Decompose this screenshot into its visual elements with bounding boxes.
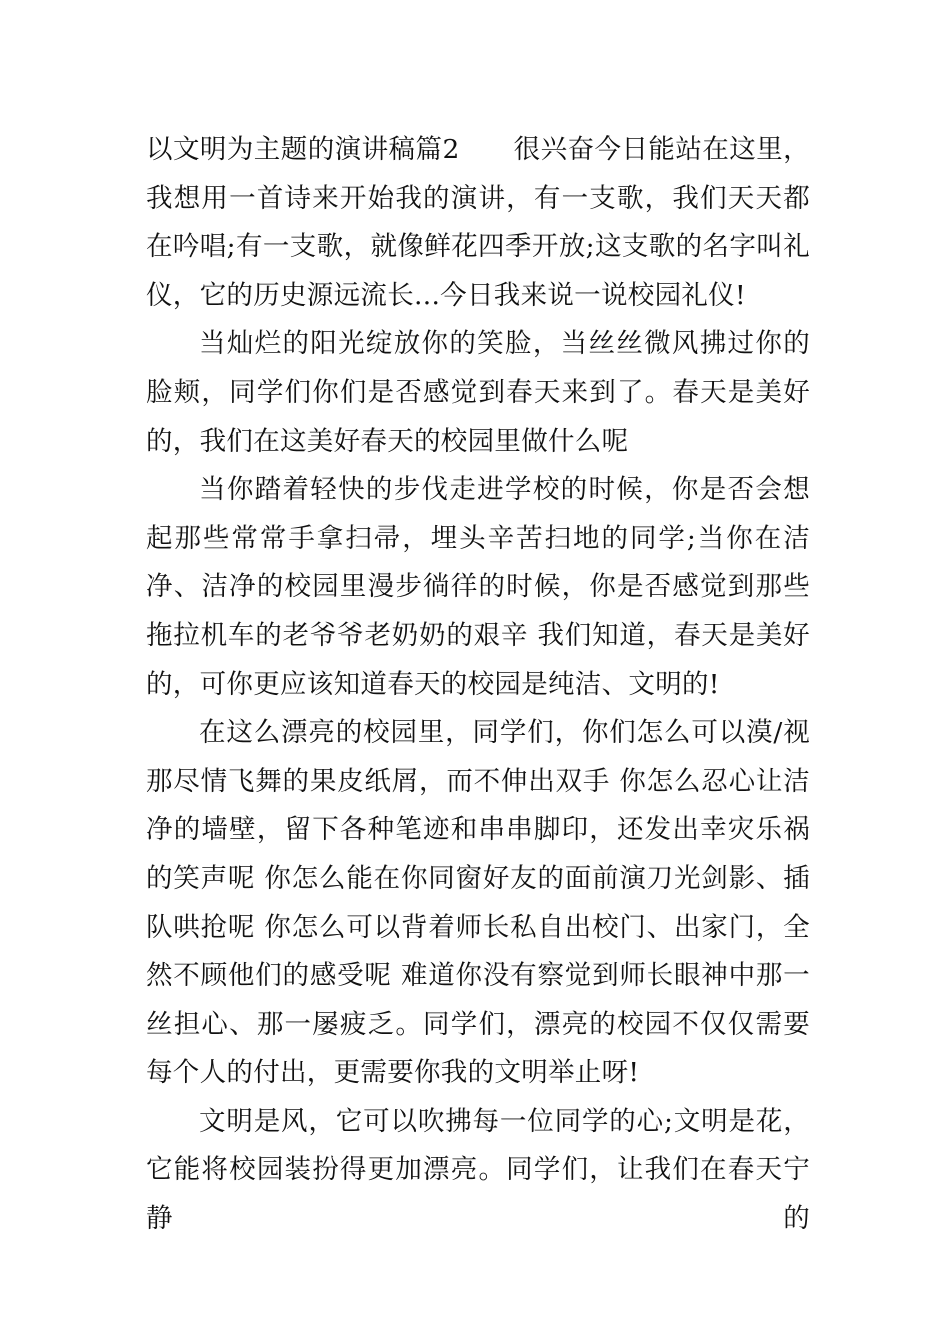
paragraph-3: 当你踏着轻快的步伐走进学校的时候，你是否会想起那些常常手拿扫帚，埋头辛苦扫地的同学;当你在洁净、洁净的校园里漫步徜徉的时候，你是否感觉到那些拖拉机车的老爷爷老奶奶的艰辛 我们知道，春天是美好的，可你更应该知道春天的校园是纯洁、文明的!: [146, 474, 810, 700]
paragraph-4: 在这么漂亮的校园里，同学们，你们怎么可以漠/视那尽情飞舞的果皮纸屑，而不伸出双手 你怎么忍心让洁净的墙壁，留下各种笔迹和串串脚印，还发出幸灾乐祸的笑声呢 你怎么能在你同窗好友的面前演刀光剑影、插队哄抢呢 你怎么可以背着师长私自出校门、出家门，全然不顾他们的感受呢 难道你没有察觉到师长眼神中那一丝担心、那一屡疲乏。同学们，漂亮的校园不仅仅需要每个人的付出，更需要你我的文明举止呀!: [146, 717, 810, 1089]
paragraph-2: 当灿烂的阳光绽放你的笑脸，当丝丝微风拂过你的脸颊，同学们你们是否感觉到春天来到了。春天是美好的，我们在这美好春天的校园里做什么呢: [146, 328, 810, 457]
paragraph-5: 文明是风，它可以吹拂每一位同学的心;文明是花，它能将校园装扮得更加漂亮。同学们，让我们在春天宁静的: [146, 1105, 810, 1235]
speech-text: [146, 126, 810, 1244]
paragraph-1: 以文明为主题的演讲稿篇2 很兴奋今日能站在这里，我想用一首诗来开始我的演讲，有一支歌，我们天天都在吟唱;有一支歌，就像鲜花四季开放;这支歌的名字叫礼仪，它的历史源远流长...今日我来说一说校园礼仪!: [146, 134, 810, 311]
